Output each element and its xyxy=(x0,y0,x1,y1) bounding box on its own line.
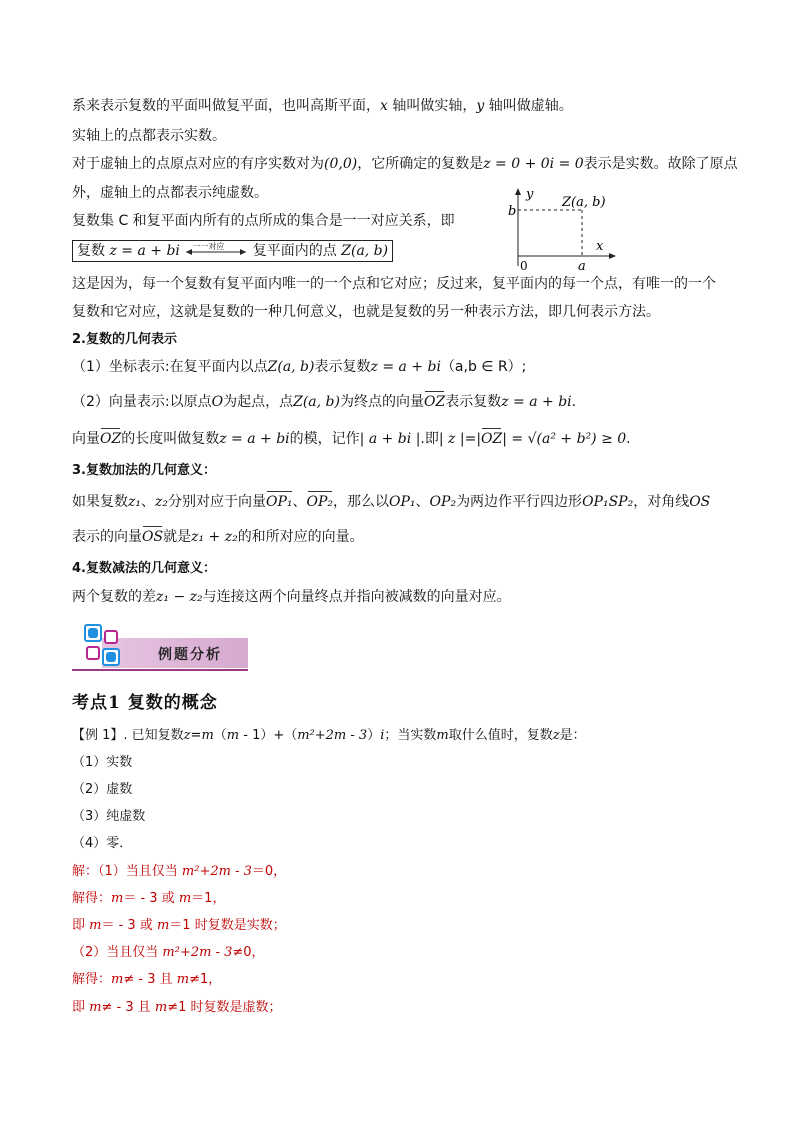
solution-line-5: 解得：m≠ - 3 且 m≠1， xyxy=(72,972,222,987)
graph-z-label: Z(a, b) xyxy=(562,195,606,210)
s3-line-2: 表示的向量OS就是z₁ + z₂的和所对应的向量。 xyxy=(72,529,364,545)
example-question: 【例 1】. 已知复数z=m（m - 1）+（m²+2m - 3）i；当实数m取什么值时，复数z是： xyxy=(72,728,586,743)
example-analysis-banner xyxy=(72,622,248,674)
option-4: （4）零． xyxy=(72,836,133,851)
complex-plane-graph xyxy=(500,186,620,272)
intro-line-7: 这是因为，每一个复数有复平面内唯一的一个点和它对应；反过来，复平面内的每一个点，有唯一的一个 xyxy=(72,276,716,292)
graph-a-label: a xyxy=(578,259,586,272)
s2-line-2: （2）向量表示:以原点O为起点，点Z(a, b)为终点的向量OZ表示复数z = a + bi. xyxy=(72,394,577,410)
s3-line-1: 如果复数z₁、z₂分别对应于向量OP₁、OP₂，那么以OP₁、OP₂为两边作平行四边形OP₁SP₂，对角线OS xyxy=(72,494,711,510)
intro-line-2: 实轴上的点都表示实数。 xyxy=(72,128,226,144)
option-3: （3）纯虚数 xyxy=(72,809,146,824)
s2-line-1: （1）坐标表示:在复平面内以点Z(a, b)表示复数z = a + bi（a,b ∈ R）; xyxy=(72,359,527,375)
solution-line-4: （2）当且仅当 m²+2m - 3≠0， xyxy=(72,945,265,960)
solution-line-1: 解：（1）当且仅当 m²+2m - 3＝0， xyxy=(72,864,287,879)
option-1: （1）实数 xyxy=(72,755,133,770)
section-2-title: 2.复数的几何表示 xyxy=(72,332,177,347)
correspondence-box: 复数 z = a + bi 一一对应 复平面内的点 Z(a, b) xyxy=(72,240,393,262)
kaodian-title: 考点1 复数的概念 xyxy=(72,693,218,713)
option-2: （2）虚数 xyxy=(72,782,133,797)
graph-y-label: y xyxy=(526,187,534,202)
solution-line-2: 解得：m＝ - 3 或 m＝1， xyxy=(72,891,226,906)
double-arrow-icon: 一一对应 xyxy=(184,244,248,258)
solution-line-3: 即 m＝ - 3 或 m＝1 时复数是实数； xyxy=(72,918,286,933)
s2-line-3: 向量OZ的长度叫做复数z = a + bi的模，记作| a + bi |.即| z |=|OZ| = √(a² + b²) ≥ 0. xyxy=(72,431,631,447)
graph-x-label: x xyxy=(596,239,604,254)
intro-line-3: 对于虚轴上的点原点对应的有序实数对为(0,0)，它所确定的复数是z = 0 + 0i = 0表示是实数。故除了原点 xyxy=(72,156,738,172)
intro-line-4: 外，虚轴上的点都表示纯虚数。 xyxy=(72,185,268,201)
graph-origin-label: 0 xyxy=(520,259,528,272)
solution-line-6: 即 m≠ - 3 且 m≠1 时复数是虚数； xyxy=(72,1000,282,1015)
graph-b-label: b xyxy=(508,204,517,219)
banner-label: 例题分析 xyxy=(158,647,222,663)
intro-line-5: 复数集 C 和复平面内所有的点所成的集合是一一对应关系，即 xyxy=(72,213,455,229)
intro-line-8: 复数和它对应，这就是复数的一种几何意义，也就是复数的另一种表示方法，即几何表示方法。 xyxy=(72,304,660,320)
section-4-title: 4.复数减法的几何意义： xyxy=(72,561,216,576)
correspondence-box-line xyxy=(72,240,393,262)
s4-line-1: 两个复数的差z₁ − z₂与连接这两个向量终点并指向被减数的向量对应。 xyxy=(72,589,511,605)
section-3-title: 3.复数加法的几何意义： xyxy=(72,463,216,478)
intro-line-1: 系来表示复数的平面叫做复平面，也叫高斯平面，x 轴叫做实轴，y 轴叫做虚轴。 xyxy=(72,98,573,114)
